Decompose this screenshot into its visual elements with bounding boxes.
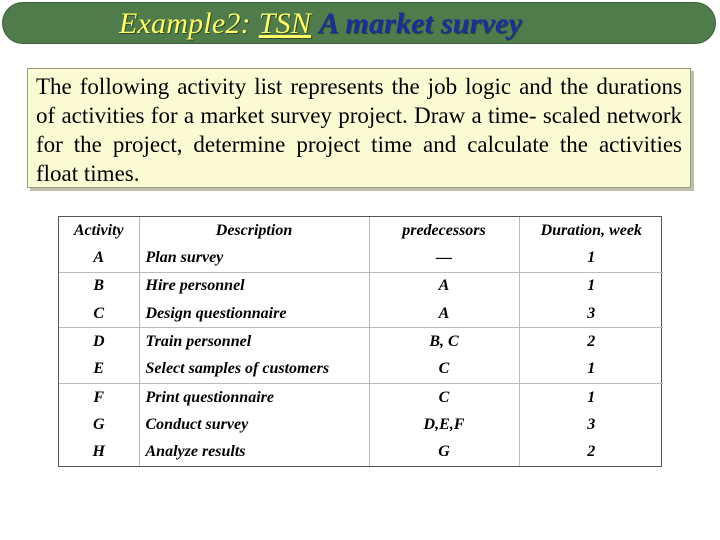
title-topic-label: A market survey (319, 7, 523, 40)
cell-duration: 3 (519, 300, 663, 328)
cell-duration: 1 (519, 383, 663, 411)
header-predecessors: predecessors (369, 217, 519, 244)
cell-description: Plan survey (139, 244, 369, 272)
table-row (59, 300, 663, 328)
cell-description: Analyze results (145, 443, 246, 461)
cell-activity: A (59, 244, 139, 272)
header-description: Description (215, 221, 293, 239)
activity-table (59, 217, 663, 466)
cell-description: Train personnel (145, 332, 252, 350)
table-row (59, 272, 663, 300)
cell-duration: 1 (519, 244, 663, 272)
cell-duration: 3 (519, 411, 663, 438)
cell-activity: G (59, 411, 139, 438)
table-row (59, 411, 663, 438)
table-row (59, 328, 663, 356)
title-example-label: Example2: (119, 7, 251, 40)
problem-statement-text: The following activity list represents the job logic and the durations of activities for a market survey project. Draw a time- scaled network for the project, determine project time and calculate the activities float times. (36, 74, 682, 186)
cell-duration: 2 (519, 439, 663, 466)
cell-predecessors: G (369, 439, 519, 466)
cell-description: Design questionnaire (139, 300, 369, 328)
cell-predecessors: C (369, 383, 519, 411)
title-tsn-label: TSN (258, 7, 312, 40)
cell-description: Conduct survey (145, 415, 249, 433)
title-bar (2, 2, 716, 44)
header-duration: Duration, week (519, 217, 663, 244)
cell-activity: E (59, 356, 139, 384)
table-row (59, 356, 663, 384)
activity-table-frame (58, 216, 662, 467)
cell-description: Select samples of customers (139, 356, 369, 384)
cell-activity: C (59, 300, 139, 328)
cell-predecessors: A (369, 300, 519, 328)
cell-activity: H (59, 439, 139, 466)
cell-description: Hire personnel (145, 277, 245, 295)
cell-predecessors: — (369, 244, 519, 272)
problem-statement-box (27, 68, 691, 188)
cell-duration: 1 (519, 272, 663, 300)
slide-title (119, 6, 522, 42)
cell-predecessors: A (369, 272, 519, 300)
cell-activity: D (59, 328, 139, 356)
table-row (59, 383, 663, 411)
cell-predecessors: B, C (369, 328, 519, 356)
table-row (59, 244, 663, 272)
cell-duration: 1 (519, 356, 663, 384)
cell-duration: 2 (519, 328, 663, 356)
table-header-row (59, 217, 663, 244)
cell-activity: F (59, 383, 139, 411)
cell-predecessors: D,E,F (369, 411, 519, 438)
table-row (59, 439, 663, 466)
header-activity: Activity (59, 217, 139, 244)
cell-activity: B (59, 272, 139, 300)
cell-predecessors: C (369, 356, 519, 384)
cell-description: Print questionnaire (145, 388, 274, 406)
